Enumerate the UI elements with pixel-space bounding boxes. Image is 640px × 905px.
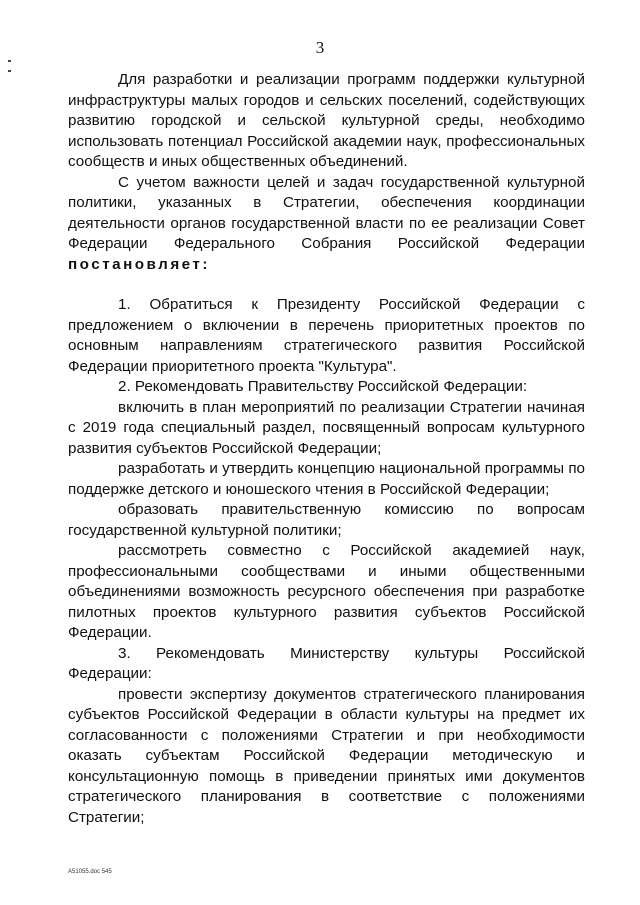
paragraph: рассмотреть совместно с Российской академией наук, профессиональными сообществами и иными общественными объединениями возможность ресурсного обеспечения при разработке пилотных проектов культурного развития субъектов Российской Федерации.: [68, 542, 585, 641]
resolution-word: постановляет:: [68, 255, 210, 273]
paragraph: разработать и утвердить концепцию национальной программы по поддержке детского и юношеского чтения в Российской Федерации;: [68, 460, 585, 498]
paragraph: образовать правительственную комиссию по вопросам государственной культурной политики;: [68, 501, 585, 539]
paragraph: 1. Обратиться к Президенту Российской Федерации с предложением о включении в перечень приоритетных проектов по основным направлениям стратегического развития Российской Федерации приоритетного проекта "Культура".: [68, 296, 585, 375]
preamble-text: С учетом важности целей и задач государственной культурной политики, указанных в Стратегии, обеспечения координации деятельности органов государственной власти по ее реализации Совет Федерации Федерального Собрания Российской Федерации: [68, 173, 585, 252]
document-body: [68, 70, 585, 828]
paragraph: провести экспертизу документов стратегического планирования субъектов Российской Федерации в области культуры на предмет их согласованности с положениями Стратегии и при необходимости оказать субъектам Российской Федерации методическую и консультационную помощь в приведении принятых ими документов стратегического планирования в соответствие с положениями Стратегии;: [68, 685, 585, 826]
page-number: 3: [315, 38, 325, 57]
paragraph: 2. Рекомендовать Правительству Российской Федерации:: [118, 378, 528, 395]
margin-mark: [8, 60, 11, 62]
paragraph: включить в план мероприятий по реализации Стратегии начиная с 2019 года специальный раздел, посвященный вопросам культурного развития субъектов Российской Федерации;: [68, 398, 585, 457]
paragraph: 3. Рекомендовать Министерству культуры Российской Федерации:: [68, 644, 585, 682]
margin-mark: [8, 70, 11, 72]
paragraph-preamble: [68, 173, 585, 276]
footer-reference: А51055.doc 545: [68, 869, 112, 875]
paragraph: Для разработки и реализации программ поддержки культурной инфраструктуры малых городов и сельских поселений, содействующих развитию городской и сельской культурной среды, необходимо использовать потенциал Российской академии наук, профессиональных сообществ и иных общественных объединений.: [68, 71, 585, 170]
